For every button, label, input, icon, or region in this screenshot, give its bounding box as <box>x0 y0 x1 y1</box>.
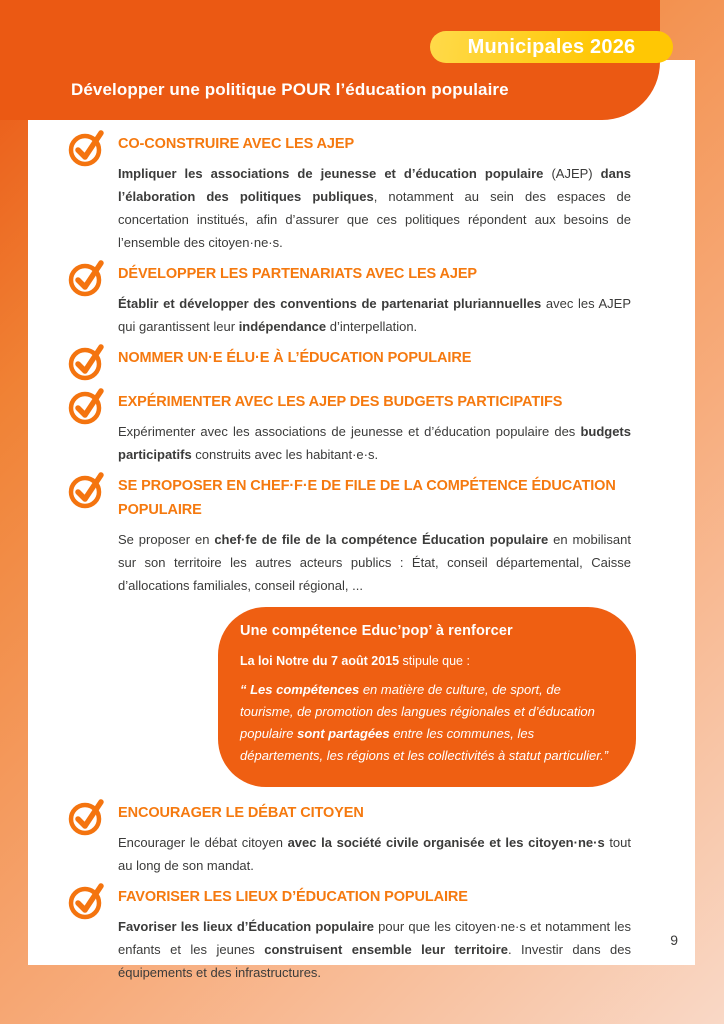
item-title: ENCOURAGER LE DÉBAT CITOYEN <box>118 805 364 821</box>
item-text: Expérimenter avec les associations de jeunesse et d’éducation populaire des budgets participatifs construits avec les habitant·e·s. <box>118 424 631 462</box>
checklist-item <box>72 346 631 370</box>
check-icon <box>68 794 108 838</box>
check-icon <box>68 467 108 511</box>
page-number: 9 <box>670 932 678 948</box>
campaign-badge: Municipales 2026 <box>430 31 673 63</box>
check-icon <box>68 383 108 427</box>
item-title: EXPÉRIMENTER AVEC LES AJEP DES BUDGETS PARTICIPATIFS <box>118 394 563 410</box>
check-icon <box>68 255 108 299</box>
item-text: Encourager le débat citoyen avec la société civile organisée et les citoyen·ne·s tout au long de son mandat. <box>118 835 631 873</box>
check-icon <box>68 339 108 383</box>
checklist-item <box>72 474 631 597</box>
callout-intro: La loi Notre du 7 août 2015 stipule que : <box>240 654 470 668</box>
callout-box <box>218 607 636 787</box>
page-title: Développer une politique POUR l’éducation populaire <box>71 80 509 99</box>
checklist-item <box>72 801 631 877</box>
checklist-item <box>72 885 631 984</box>
item-text: Se proposer en chef·fe de file de la compétence Éducation populaire en mobilisant sur son territoire les autres acteurs publics : État, conseil départemental, Caisse d’allocations familiales, conseil régional, ... <box>118 532 631 593</box>
checklist-item <box>72 390 631 466</box>
callout-title: Une compétence Educ’pop’ à renforcer <box>240 623 513 639</box>
item-title: FAVORISER LES LIEUX D’ÉDUCATION POPULAIRE <box>118 889 468 905</box>
item-text: Impliquer les associations de jeunesse et d’éducation populaire (AJEP) dans l’élaboration des politiques publiques, notamment au sein des espaces de concertation institués, afin d’assurer que ces politiques répondent aux besoins de l’ensemble des citoyen·ne·s. <box>118 166 631 250</box>
checklist <box>28 120 695 992</box>
check-icon <box>68 878 108 922</box>
checklist-item <box>72 262 631 338</box>
item-text: Établir et développer des conventions de partenariat pluriannuelles avec les AJEP qui garantissent leur indépendance d’interpellation. <box>118 296 631 334</box>
item-text: Favoriser les lieux d’Éducation populaire pour que les citoyen·ne·s et notamment les enfants et les jeunes construisent ensemble leur territoire. Investir dans des équipements et des infrastructures. <box>118 919 632 980</box>
item-title: SE PROPOSER EN CHEF·F·E DE FILE DE LA COMPÉTENCE ÉDUCATION POPULAIRE <box>118 478 616 518</box>
check-icon <box>68 125 108 169</box>
checklist-item <box>72 132 631 254</box>
item-title: CO-CONSTRUIRE AVEC LES AJEP <box>118 136 355 152</box>
item-title: NOMMER UN·E ÉLU·E À L’ÉDUCATION POPULAIRE <box>118 350 472 366</box>
callout-quote: “ Les compétences en matière de culture, de sport, de tourisme, de promotion des langues régionales et d’éducation populaire sont partagées entre les communes, les départements, les régions et les collectivités à statut particulier.” <box>240 682 609 763</box>
item-title: DÉVELOPPER LES PARTENARIATS AVEC LES AJEP <box>118 266 477 282</box>
